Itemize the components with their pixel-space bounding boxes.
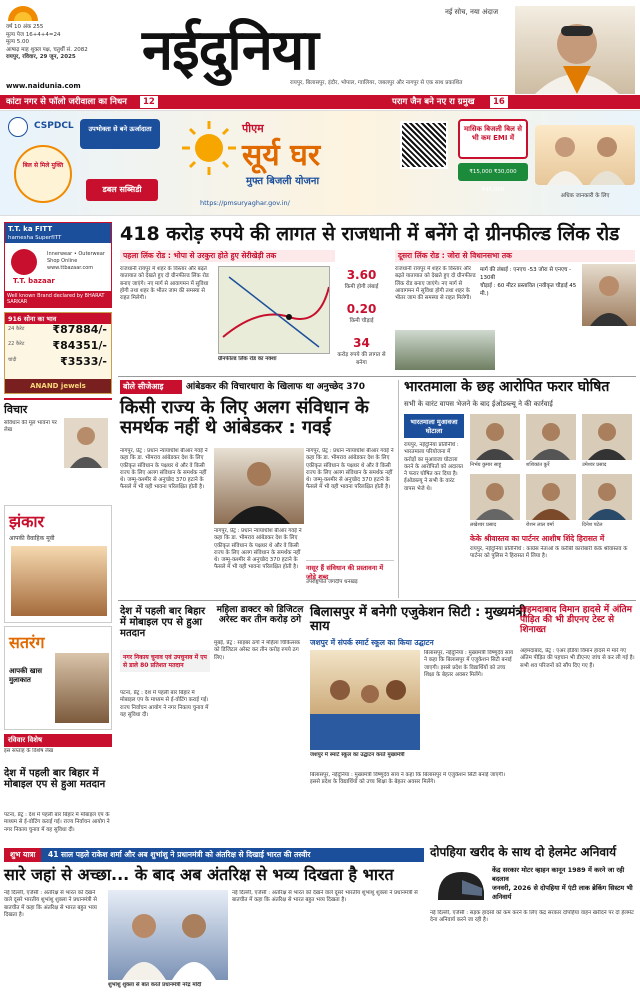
gavai-body-3: नागपुर, प्रेट्र : प्रधान न्यायाधीश बीआर गवई ने कहा कि डा. भीमराव आंबेडकर देश के लिए एकीकृत संविधान के पक्षधर थे और वे किसी राज्य के लिए अलग संविधान के समर्थक नहीं थे। जम्मू-कश्मीर से अनुच्छेद 370 हटाने के फैसले में भी यही भावना परिलक्षित होती है। (306, 448, 394, 491)
divider (118, 600, 636, 601)
helmet-icon (432, 866, 488, 906)
lead-body: राजधानी रायपुर में शहर के विस्तार और बढ़ते यातायात को देखते हुए दो ग्रीनफील्ड लिंक रोड बनाए जाएंगे। नए मार्ग से आवागमन में सुविधा होगी तथा शहर के भीतर जाम की समस्या से राहत मिलेगी। (120, 266, 209, 302)
gold-22-price: ₹84351/- (52, 339, 107, 352)
edition-line: मूल्य पेज 16+4+4=24 (6, 31, 61, 38)
politician-photo (515, 6, 635, 94)
solar-ad-banner[interactable] (0, 110, 640, 216)
strip-left-text[interactable]: कांटा नगर से फॉलो जरीवाला का निधन (6, 97, 127, 107)
tt-bazaar-ad[interactable] (4, 222, 112, 308)
strip-right-text[interactable]: पराग जैन बने नए रा ग्रमुख (392, 97, 475, 107)
strip-left-page: 12 (140, 96, 158, 108)
road-photo (395, 330, 495, 370)
edition-info (6, 24, 116, 62)
visheshta-section (4, 734, 112, 764)
emi-box: मासिक बिजली बिल से भी कम EMI में (458, 119, 528, 159)
stat-width (334, 302, 389, 324)
jhankar-sub: आपकी वैवाहिक मूवी (9, 535, 55, 542)
person-name: लखेश्वर प्रसाद (470, 522, 497, 528)
space-body-2: नई दिल्ली, एजेंसी : अंतरिक्ष से भारत को देखने वाले दूसरे भारतीय शुभांशु शुक्ला ने प्रधानमंत्री से बातचीत में कहा कि अंतरिक्ष से भारत बहुत भव्य दिखता है। (232, 890, 418, 904)
nasur-headline[interactable]: नासूर हैं संविधान की प्रस्तावना में जोड़े शब्द (306, 564, 384, 581)
gold-label: 916 सोना का भाव (5, 313, 111, 324)
gavai-photo (214, 448, 304, 524)
lead-bullets (480, 266, 580, 298)
bharatmala-body: रायपुर, नईदुनिया प्रतिनिधि : भारतमाला परियोजना में करोड़ों का मुआवजा घोटाला करने के आरोपितों को अदालत ने फरार घोषित कर दिया है। ईओडब्ल्यू ने सभी के वारंट वापस भेजे थे। (404, 442, 464, 492)
cspdcl-logo: CSPDCL (34, 121, 74, 131)
gavai-body-2: नागपुर, प्रेट्र : प्रधान न्यायाधीश बीआर गवई ने कहा कि डा. भीमराव आंबेडकर देश के लिए एकीकृत संविधान के पक्षधर थे और वे किसी राज्य के लिए अलग संविधान के समर्थक नहीं थे। जम्मू-कश्मीर से अनुच्छेद 370 हटाने के फैसले में भी यही भावना परिलक्षित होती है। (214, 528, 302, 571)
masthead (0, 0, 640, 95)
space-body: नई दिल्ली, एजेंसी : अंतरिक्ष से भारत को देखने वाले दूसरे भारतीय शुभांशु शुक्ला ने प्रधानमंत्री से बातचीत में कहा कि अंतरिक्ष से भारत बहुत भव्य दिखता है। (4, 890, 97, 918)
official-photo (582, 264, 636, 326)
lead-sub1: पहला लिंक रोड : भोपा से उरकुरा होते हुए सेरीखेड़ी तक (120, 250, 335, 262)
ad-tag: उपभोक्ता से बने ऊर्जादाता (80, 119, 160, 149)
doctor-body: मुंबई, प्रेट्र : साइबर ठगों ने महिला चिकित्सक को डिजिटल अरेस्ट कर तीन करोड़ रुपये ठग लिए। (214, 640, 300, 661)
ad-title-small: पीएम (242, 122, 264, 135)
stat-length-value: 3.60 (346, 268, 377, 282)
silver-price: ₹3533/- (60, 355, 107, 368)
strip-right-page: 16 (490, 96, 508, 108)
accused-photo (470, 474, 520, 520)
ad-website-link[interactable]: https://pmsuryaghar.gov.in/ (200, 199, 290, 207)
helmet-bullet: जनवरी, 2026 से दोपहिया में एंटी लाक ब्रेकिंग सिस्टम भी अनिवार्य (492, 884, 633, 901)
helmet-headline[interactable]: दोपहिया खरीद के साथ दो हेलमेट अनिवार्य (430, 845, 617, 859)
tt-ad-title: T.T. ka FITT (5, 223, 111, 235)
education-caption: जशपुर में स्मार्ट स्कूल का उद्घाटन करते मुख्यमंत्री (310, 752, 405, 758)
qr-code-icon[interactable] (400, 121, 448, 169)
stat-length (334, 268, 389, 290)
gavai-kicker: बोले सीजेआइ (120, 380, 182, 394)
edition-line: आषाढ़ माह शुक्ल पक्ष, चतुर्थी सं. 2082 (6, 46, 88, 53)
lead-map (218, 266, 330, 354)
bharatmala-sub: सभी के वारंट वापस भेजने के बाद ईओडब्ल्यू ने की कार्रवाई (404, 400, 553, 408)
education-photo (310, 650, 420, 750)
ad-circle-badge: बिल से मिले मुक्ति (14, 145, 72, 203)
space-caption: शुभांशु शुक्ला से बात करते प्रधानमंत्री नरेंद्र मोदी (108, 982, 202, 988)
space-photo (108, 890, 228, 980)
education-body-2: बिलासपुर, नईदुनिया : मुख्यमंत्री विष्णुदेव साय ने कहा कि बिलासपुर में एजुकेशन सिटी बनाई जाएगी। इससे प्रदेश के विद्यार्थियों को उच्च शिक्षा के बेहतर अवसर मिलेंगे। (310, 772, 506, 786)
stat-cost (334, 336, 389, 366)
person-name: दिनेश पटेल (582, 522, 603, 528)
accused-photo (526, 474, 576, 520)
shinde-body: रायपुर, नईदुनिया प्रतिनिधि : कांग्रेस नेताओं के करीबी कारोबारी केके श्रीवास्तव के पार्टनर को पुलिस ने हिरासत में लिया है। (470, 546, 628, 560)
tt-details (47, 251, 107, 272)
helmet-body: नई दिल्ली, एजेंसी : सड़क हादसों को कम करने के लिए केंद्र सरकार दोपहिया वाहन खरीदने पर दो हेलमेट देना अनिवार्य करने जा रही है। (430, 910, 634, 924)
leaders-photo (535, 125, 635, 185)
tt-logo-icon (11, 249, 37, 275)
stat-cost-value: 34 (353, 336, 370, 350)
accused-photo (582, 474, 632, 520)
jhankar-photo (11, 546, 107, 616)
airport-headline[interactable]: अहमदाबाद विमान हादसे में अंतिम पीड़ित की भी डीएनए टेस्ट से शिनाख्त (520, 605, 633, 635)
satrang-title: सतरंग (9, 633, 45, 652)
lead-map-caption: ग्रीनफील्ड लिंक रोड का नक्शा (218, 356, 277, 362)
gavai-kicker2: आंबेडकर की विचारधारा के खिलाफ था अनुच्छेद 370 (186, 382, 365, 392)
person-name: शशिकांत कुर्रे (526, 462, 550, 468)
satrang-photo (55, 653, 109, 723)
divider (118, 376, 636, 377)
top-news-strip (0, 95, 640, 109)
jeweller-logo: ANAND jewels (5, 379, 111, 393)
emblem-icon (8, 117, 28, 137)
airport-body: अहमदाबाद, प्रेट्र : एअर इंडिया विमान हादसे में मारे गए अंतिम पीड़ित की पहचान भी डीएनए जांच से कर ली गई है। सभी शव परिजनों को सौंप दिए गए हैं। (520, 648, 635, 669)
lead-bullet: मार्ग की लंबाई : एनएच -53 जोरा से एनएच - 130बी (480, 267, 572, 281)
gavai-headline[interactable]: किसी राज्य के लिए अलग संविधान के समर्थक नहीं थे आंबेडकर : गवई (120, 397, 369, 438)
bharatmala-label: भारतमाला मुआवजा घोटाला (404, 414, 464, 438)
nasur-story (306, 560, 394, 596)
lead-sub2: दूसरा लिंक रोड : जोरा से विधानसभा तक (395, 250, 635, 262)
columnist-photo (64, 418, 108, 468)
ad-note: अधिक जानकारी के लिए (560, 193, 610, 199)
satrang-promo[interactable] (4, 626, 112, 730)
edition-line: मूल्य 5.00 (6, 39, 29, 45)
visheshta-heading: रविवार विशेष (4, 734, 112, 747)
gold-24-price: ₹87884/- (52, 323, 107, 336)
bottom-strip (4, 848, 424, 862)
bottom-strip-label: शुभ यात्रा (4, 848, 41, 862)
education-body: बिलासपुर, नईदुनिया : मुख्यमंत्री विष्णुदेव साय ने कहा कि बिलासपुर में एजुकेशन सिटी बनाई जाएगी। इससे प्रदेश के विद्यार्थियों को उच्च शिक्षा के बेहतर अवसर मिलेंगे। (424, 650, 514, 678)
gold-rate-box: 916 सोना का भाव 24 कैरेट ₹87884/- 22 कैरेट ₹84351/- चांदी ₹3533/- ANAND jewels (4, 312, 112, 394)
column-rule (398, 380, 399, 598)
lead-body-2: राजधानी रायपुर में शहर के विस्तार और बढ़ते यातायात को देखते हुए दो ग्रीनफील्ड लिंक रोड बनाए जाएंगे। नए मार्ग से आवागमन में सुविधा होगी तथा शहर के भीतर जाम की समस्या से राहत मिलेगी। (395, 266, 476, 302)
vichar-heading: विचार (4, 403, 28, 416)
sun-icon (180, 119, 238, 177)
bharatmala-headline[interactable]: भारतमाला के छह आरोपित फरार घोषित (404, 379, 610, 395)
stat-length-label: किमी होगी लंबाई (344, 284, 379, 290)
voting-headline-main[interactable]: देश में पहली बार बिहार में मोबाइल एप से हुआ मतदान (120, 606, 206, 639)
lead-headline[interactable]: 418 करोड़ रुपये की लागत से राजधानी में बनेंगे दो ग्रीनफील्ड लिंक रोड (120, 223, 620, 245)
stat-cost-label: करोड़ रुपये की लागत से बनेगा (337, 352, 386, 366)
ad-title: सूर्य घर (242, 138, 321, 173)
tt-ad-sub: hamesha SuperfITT (5, 235, 111, 243)
shinde-headline[interactable]: केके श्रीवास्तव का पार्टनर आशीष शिंदे हिरासत में (470, 534, 605, 543)
nasur-caption: उपराष्ट्रपति जगदीप धनखड़ (306, 579, 358, 585)
tt-shop[interactable]: Shop Online www.ttbazaar.com (47, 258, 94, 271)
vichar-text: संविधान की मूल भावना पर लेख (4, 420, 57, 434)
accused-photo (526, 414, 576, 460)
voting-body-main: पटना, प्रेट्र : देश में पहली बार बिहार में मोबाइल एप के माध्यम से ई-वोटिंग कराई गई। राज्य निर्वाचन आयोग ने नगर निकाय चुनाव में यह सुविधा दी। (120, 690, 209, 718)
ad-subtitle: मुफ्त बिजली योजना (246, 176, 320, 187)
voting-bullet: नगर निकाय चुनाव एवं उपचुनाव में एप से डाले 80 प्रतिशत मतदान (120, 650, 210, 672)
jhankar-promo[interactable] (4, 505, 112, 623)
publication-line: रायपुर, बिलासपुर, इंदौर, भोपाल, ग्वालियर, जबलपुर और नागपुर से एक साथ प्रकाशित (290, 80, 463, 86)
website-text[interactable]: www.naidunia.com (6, 82, 81, 90)
satrang-sub: आपकी खास मुलाकात (9, 667, 43, 684)
stat-width-value: 0.20 (346, 302, 377, 316)
helmet-bullet: केंद्र सरकार मोटर व्हाहन कानून 1989 में करने जा रही बदलाव (492, 866, 625, 883)
space-headline[interactable]: सारे जहां से अच्छा... के बाद अब अंतरिक्ष से भव्य दिखता है भारत (4, 865, 394, 884)
visheshta-text: इस सप्ताह के विशेष लेख (4, 748, 54, 754)
tagline: नई सोच, नया अंदाज (445, 8, 499, 16)
education-headline[interactable]: बिलासपुर में बनेगी एजुकेशन सिटी : मुख्यमंत्री साय (310, 605, 527, 635)
person-name: रोशन लाल वर्मा (526, 522, 554, 528)
edition-line: रायपुर, रविवार, 29 जून, 2025 (6, 54, 76, 60)
voting-body: पटना, प्रेट्र : देश में पहली बार बिहार में मोबाइल एप के माध्यम से ई-वोटिंग कराई गई। राज्य निर्वाचन आयोग ने नगर निकाय चुनाव में यह सुविधा दी। (4, 812, 110, 833)
subsidy-amounts: ₹15,000 ₹30,000 ₹45,000 (458, 163, 528, 181)
person-name: उमेश्वर प्रसाद (582, 462, 607, 468)
helmet-bullets (492, 866, 636, 902)
person-name: निर्भय कुमार साहू (470, 462, 502, 468)
tt-footer: Well known Brand declared by BHARAT SARKAR (5, 291, 111, 307)
tt-brand: T.T. bazaar (13, 277, 55, 285)
edition-line: वर्ष 10 अंक 255 (6, 24, 44, 30)
newspaper-title: नईदुनिया (142, 17, 318, 83)
stat-width-label: किमी चौड़ाई (349, 318, 374, 324)
accused-photo (582, 414, 632, 460)
vichar-section (4, 398, 112, 502)
accused-photo (470, 414, 520, 460)
double-subsidy-badge: डबल सब्सिडी (86, 179, 158, 201)
bottom-strip-text: 41 साल पहले राकेश शर्मा और अब शुभांशु ने प्रधानमंत्री को अंतरिक्ष से दिखाई भारत की तस्वीर (47, 850, 311, 859)
jhankar-title: झंकार (9, 512, 45, 531)
voting-headline[interactable]: देश में पहली बार बिहार में मोबाइल एप से हुआ मतदान (4, 768, 106, 790)
lead-bullet: चौड़ाई : 60 मीटर प्रस्तावित (नवीकृत चौड़ाई 45 मी.) (480, 283, 577, 297)
tt-items: Innerwear • Outerwear (47, 251, 105, 257)
doctor-headline[interactable]: महिला डाक्टर को डिजिटल अरेस्ट कर तीन करोड़ ठगे (216, 605, 304, 625)
gavai-body: नागपुर, प्रेट्र : प्रधान न्यायाधीश बीआर गवई ने कहा कि डा. भीमराव आंबेडकर देश के लिए एकीकृत संविधान के पक्षधर थे और वे किसी राज्य के लिए अलग संविधान के समर्थक नहीं थे। जम्मू-कश्मीर से अनुच्छेद 370 हटाने के फैसले में भी यही भावना परिलक्षित होती है। (120, 448, 208, 491)
sun-logo-icon (6, 4, 40, 22)
education-sub: जशपुर में संपर्क स्मार्ट स्कूल का किया उद्घाटन (310, 638, 434, 647)
